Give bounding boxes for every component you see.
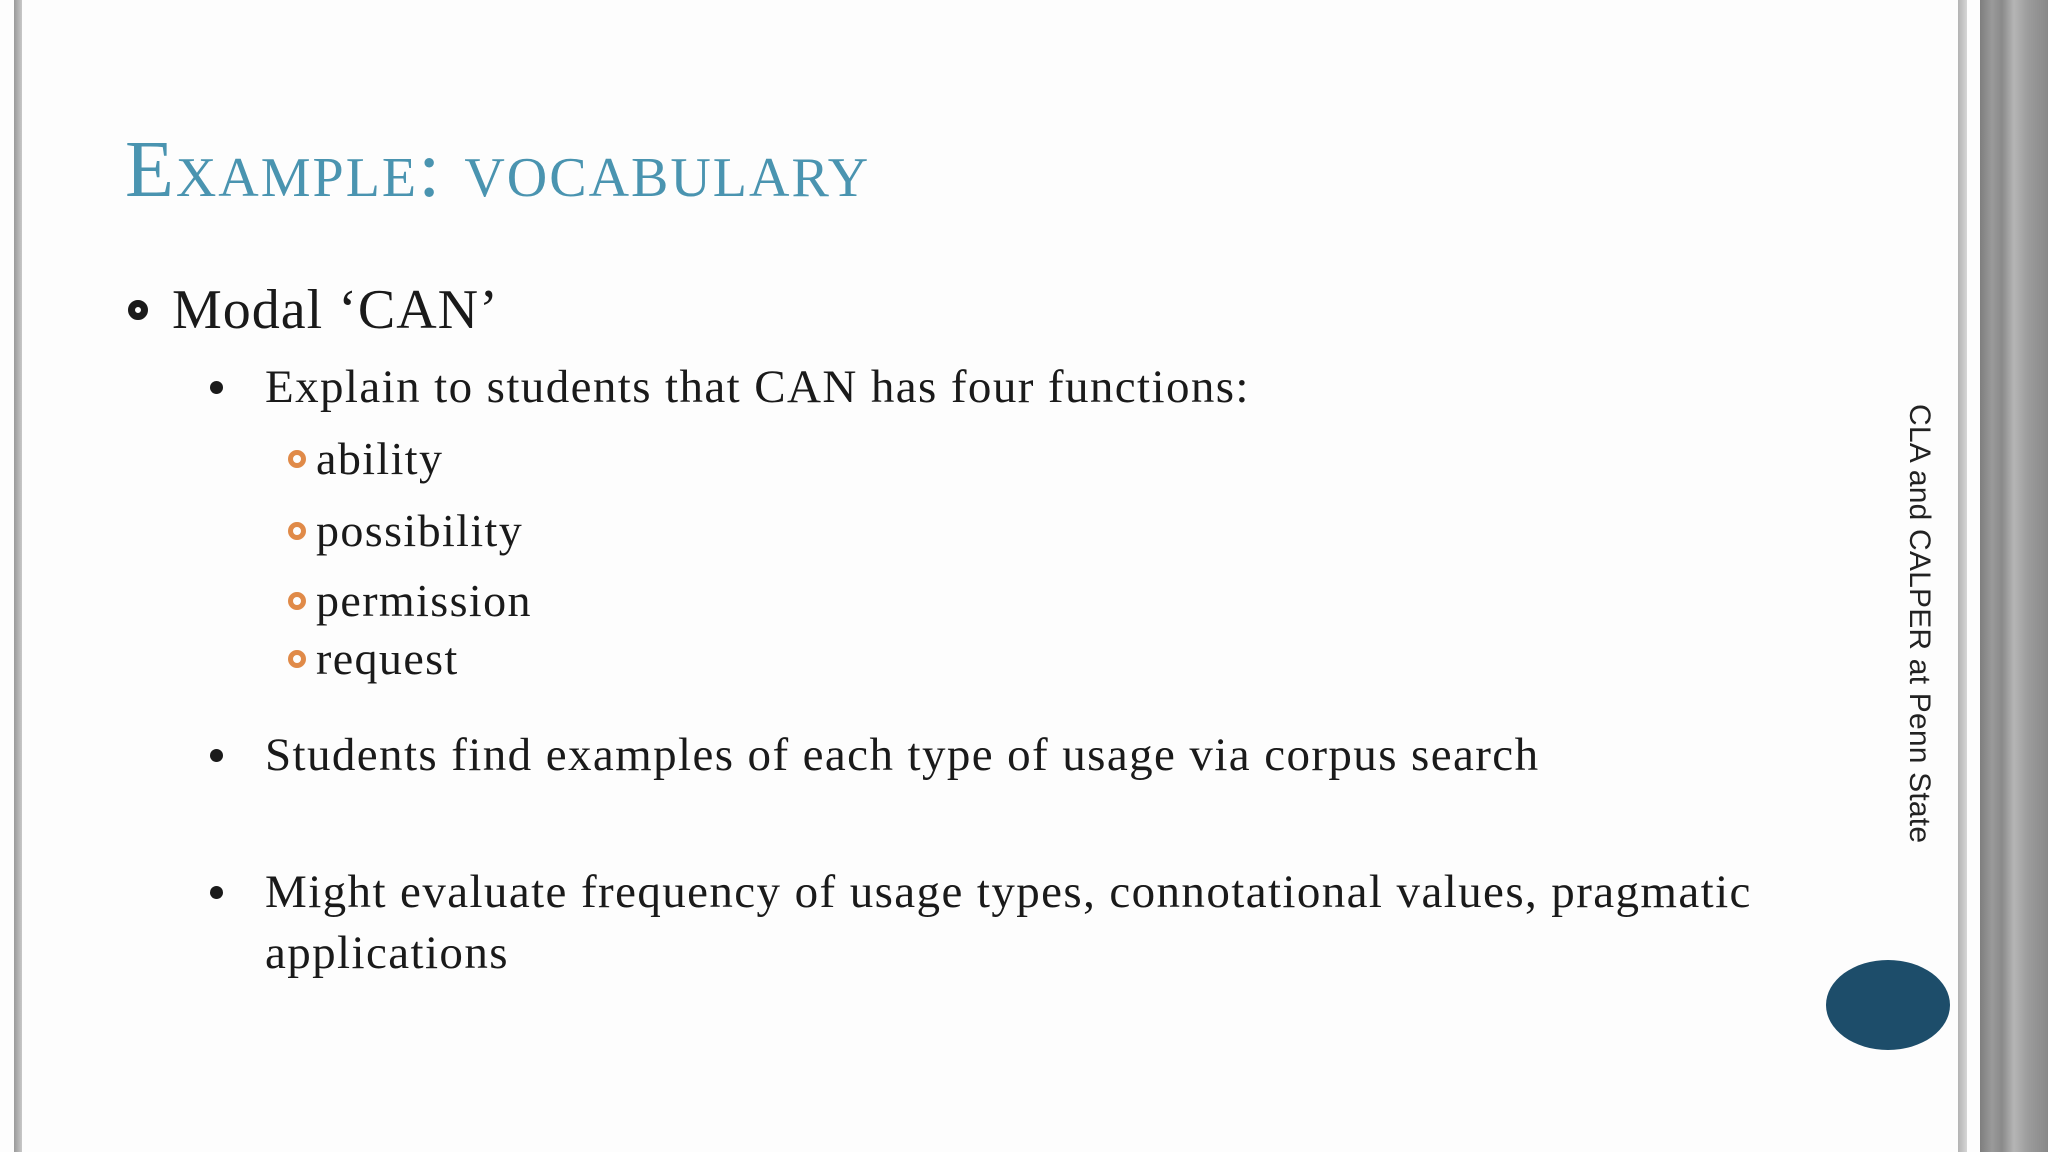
right-border-thin-bar <box>1958 0 1967 1152</box>
function-item <box>288 632 459 685</box>
sub-bullet-item <box>210 357 1825 418</box>
function-item <box>288 504 523 557</box>
orange-circle-bullet-icon <box>288 592 306 610</box>
slide-nav-circle-button[interactable] <box>1826 960 1950 1050</box>
sub-bullet-item <box>210 862 1825 984</box>
bullet-dot-icon <box>210 381 223 394</box>
hollow-circle-bullet-icon <box>128 300 148 320</box>
bullet-dot-icon <box>210 749 223 762</box>
sub-bullet-text: Explain to students that CAN has four functions: <box>265 361 1250 413</box>
orange-circle-bullet-icon <box>288 650 306 668</box>
bullet-dot-icon <box>210 886 223 899</box>
orange-circle-bullet-icon <box>288 522 306 540</box>
sub-bullet-item <box>210 725 1825 786</box>
sub-bullet-text: Might evaluate frequency of usage types, connotational values, pragmatic applications <box>265 866 1752 979</box>
slide-title: Example: vocabulary <box>125 126 871 214</box>
function-text: possibility <box>316 505 524 556</box>
function-text: request <box>316 633 459 684</box>
sub-bullet-text: Students find examples of each type of usage via corpus search <box>265 729 1540 781</box>
main-bullet-item <box>128 278 499 342</box>
right-border-wide-bar <box>1980 0 2048 1152</box>
function-text: permission <box>316 575 532 626</box>
vertical-side-label: CLA and CALPER at Penn State <box>1903 404 1936 844</box>
function-item <box>288 574 532 627</box>
main-bullet-text: Modal ‘CAN’ <box>172 279 499 341</box>
orange-circle-bullet-icon <box>288 450 306 468</box>
function-text: ability <box>316 433 444 484</box>
function-item <box>288 432 443 485</box>
left-border-bar <box>14 0 22 1152</box>
